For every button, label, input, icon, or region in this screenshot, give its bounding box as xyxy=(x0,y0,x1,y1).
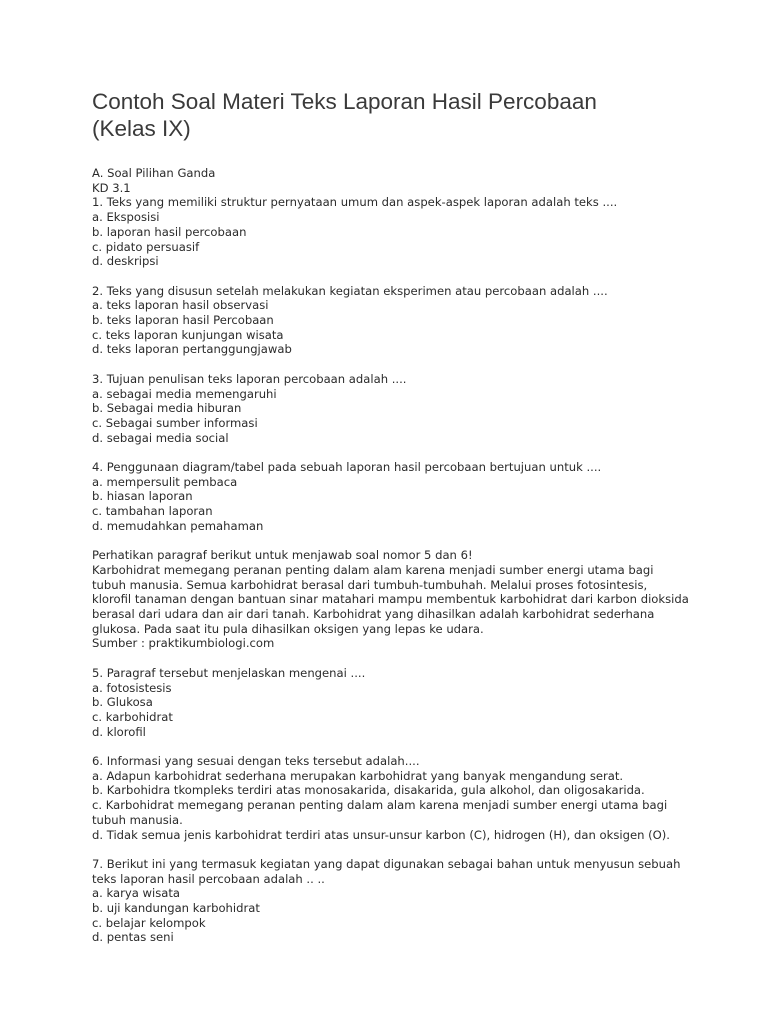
page-title xyxy=(92,88,692,142)
text-line: Perhatikan paragraf berikut untuk menjawab soal nomor 5 dan 6! xyxy=(92,548,473,563)
text-line: a. fotosistesis xyxy=(92,680,172,695)
paragraph-gap xyxy=(92,739,692,754)
text-line: berasal dari udara dan air dari tanah. Karbohidrat yang dihasilkan adalah karbohidrat sederhana xyxy=(92,607,655,622)
paragraph-gap xyxy=(92,534,692,549)
text-line: d. sebagai media social xyxy=(92,430,229,445)
paragraph-gap xyxy=(92,651,692,666)
text-line: d. Tidak semua jenis karbohidrat terdiri atas unsur-unsur karbon (C), hidrogen (H), dan oksigen (O). xyxy=(92,827,670,842)
text-line: 5. Paragraf tersebut menjelaskan mengenai .... xyxy=(92,665,366,680)
text-line: Sumber : praktikumbiologi.com xyxy=(92,636,275,651)
text-line: klorofil tanaman dengan bantuan sinar matahari mampu membentuk karbohidrat dari karbon dioksida xyxy=(92,592,689,607)
text-line: b. teks laporan hasil Percobaan xyxy=(92,313,274,328)
text-line: b. uji kandungan karbohidrat xyxy=(92,901,260,916)
text-line: tubuh manusia. Semua karbohidrat berasal dari tumbuh-tumbuhah. Melalui proses fotosintesis, xyxy=(92,577,648,592)
document-body xyxy=(92,166,692,945)
title-line: Contoh Soal Materi Teks Laporan Hasil Percobaan xyxy=(92,89,597,114)
text-line: Karbohidrat memegang peranan penting dalam alam karena menjadi sumber energi utama bagi xyxy=(92,562,654,577)
text-line: 2. Teks yang disusun setelah melakukan kegiatan eksperimen atau percobaan adalah .... xyxy=(92,283,608,298)
text-line: c. pidato persuasif xyxy=(92,239,200,254)
text-line: c. tambahan laporan xyxy=(92,504,213,519)
text-line: b. hiasan laporan xyxy=(92,489,193,504)
text-line: KD 3.1 xyxy=(92,180,131,195)
text-line: c. Sebagai sumber informasi xyxy=(92,415,258,430)
text-line: 6. Informasi yang sesuai dengan teks tersebut adalah.... xyxy=(92,754,420,769)
text-line: 4. Penggunaan diagram/tabel pada sebuah laporan hasil percobaan bertujuan untuk .... xyxy=(92,460,602,475)
title-line: (Kelas IX) xyxy=(92,116,191,141)
text-line: a. Adapun karbohidrat sederhana merupakan karbohidrat yang banyak mengandung serat. xyxy=(92,768,624,783)
text-line: c. karbohidrat xyxy=(92,709,173,724)
text-line: A. Soal Pilihan Ganda xyxy=(92,166,216,180)
text-line: a. karya wisata xyxy=(92,886,181,901)
text-line: d. klorofil xyxy=(92,724,146,739)
text-line: a. sebagai media memengaruhi xyxy=(92,386,277,401)
text-line: d. memudahkan pemahaman xyxy=(92,518,264,533)
text-line: b. Karbohidra tkompleks terdiri atas monosakarida, disakarida, gula alkohol, dan oligosakarida. xyxy=(92,783,645,798)
text-line: c. Karbohidrat memegang peranan penting dalam alam karena menjadi sumber energi utama bagi xyxy=(92,798,668,813)
text-line: d. deskripsi xyxy=(92,254,159,269)
text-line: b. laporan hasil percobaan xyxy=(92,224,247,239)
text-line: 3. Tujuan penulisan teks laporan percobaan adalah .... xyxy=(92,371,407,386)
paragraph-gap xyxy=(92,269,692,284)
text-line: d. pentas seni xyxy=(92,930,174,945)
paragraph-gap xyxy=(92,842,692,857)
text-line: teks laporan hasil percobaan adalah .. .. xyxy=(92,871,325,886)
text-line: a. mempersulit pembaca xyxy=(92,474,238,489)
text-line: d. teks laporan pertanggungjawab xyxy=(92,342,292,357)
text-line: c. teks laporan kunjungan wisata xyxy=(92,327,284,342)
paragraph-gap xyxy=(92,357,692,372)
text-line: b. Sebagai media hiburan xyxy=(92,401,242,416)
text-line: 1. Teks yang memiliki struktur pernyataan umum dan aspek-aspek laporan adalah teks .... xyxy=(92,195,618,210)
text-line: 7. Berikut ini yang termasuk kegiatan yang dapat digunakan sebagai bahan untuk menyusun sebuah xyxy=(92,856,681,871)
document-page xyxy=(92,88,692,945)
paragraph-gap xyxy=(92,445,692,460)
text-line: a. Eksposisi xyxy=(92,210,160,225)
text-line: glukosa. Pada saat itu pula dihasilkan oksigen yang lepas ke udara. xyxy=(92,621,484,636)
text-line: tubuh manusia. xyxy=(92,812,183,827)
text-line: a. teks laporan hasil observasi xyxy=(92,298,269,313)
text-line: b. Glukosa xyxy=(92,695,153,710)
text-line: c. belajar kelompok xyxy=(92,915,206,930)
